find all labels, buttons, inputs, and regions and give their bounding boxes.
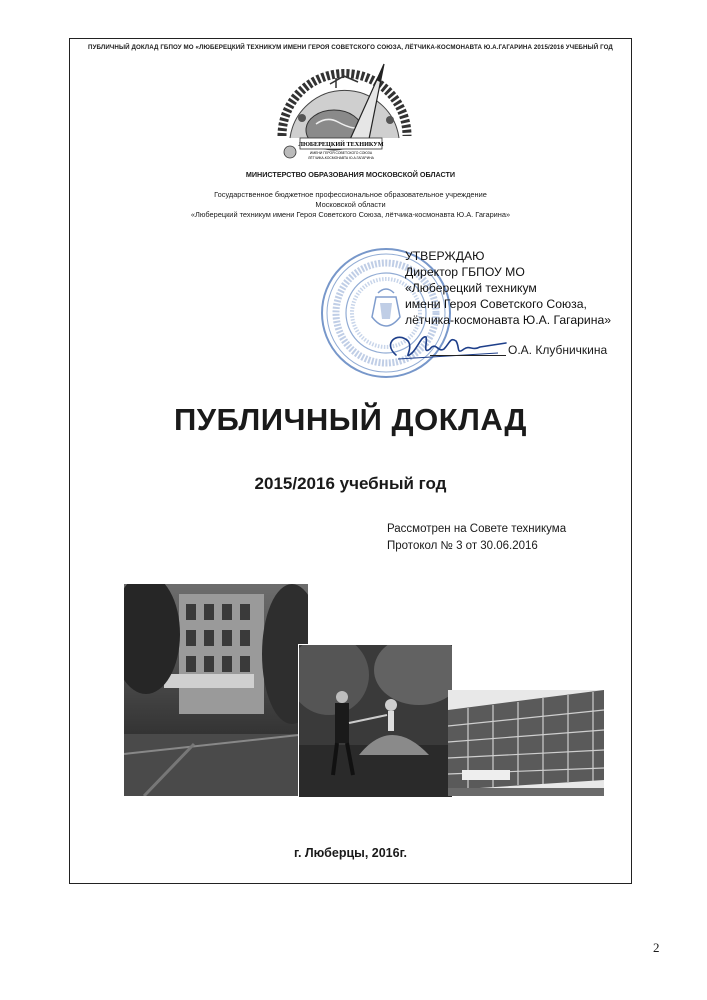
director-signature [378,327,518,367]
approval-line-4: лётчика-космонавта Ю.А. Гагарина» [405,313,612,327]
running-header: ПУБЛИЧНЫЙ ДОКЛАД ГБПОУ МО «ЛЮБЕРЕЦКИЙ ТЕХНИКУМ ИМЕНИ ГЕРОЯ СОВЕТСКОГО СОЮЗА, ЛЁТЧИКА-КОСМОНАВТА Ю.А.ГАГАРИНА 2015/2016 УЧЕБНЫЙ ГОД [88,44,613,51]
approval-line-1: Директор ГБПОУ МО [405,265,525,279]
approval-line-3: имени Героя Советского Союза, [405,297,587,311]
page-number: 2 [653,940,660,955]
logo-ribbon-text: ЛЮБЕРЕЦКИЙ ТЕХНИКУМ [298,141,384,148]
academic-year: 2015/2016 учебный год [254,474,447,493]
photo-dance-performance [298,644,453,798]
approval-heading: УТВЕРЖДАЮ [405,249,485,263]
logo-subline-2: ЛЁТЧИКА-КОСМОНАВТА Ю.А.ГАГАРИНА [308,156,374,160]
ministry-name: МИНИСТЕРСТВО ОБРАЗОВАНИЯ МОСКОВСКОЙ ОБЛАСТИ [245,170,456,179]
protocol-note: Протокол № 3 от 30.06.2016 [387,540,538,552]
logo-subline-1: ИМЕНИ ГЕРОЯ СОВЕТСКОГО СОЮЗА [309,151,373,155]
photo-technikum-facade [448,690,604,796]
institution-line-2: Московской области [315,200,386,209]
reviewed-note: Рассмотрен на Совете техникума [387,523,567,535]
photo-campus-building [124,584,308,796]
approval-line-2: «Люберецкий техникум [405,281,537,295]
signer-name: О.А. Клубничкина [508,343,608,357]
institution-line-3: «Люберецкий техникум имени Героя Советского Союза, лётчика-космонавта Ю.А. Гагарина» [190,210,511,219]
institution-line-1: Государственное бюджетное профессиональное образовательное учреждение [214,190,487,199]
document-title: ПУБЛИЧНЫЙ ДОКЛАД [173,402,527,437]
signature-line [430,355,506,356]
city-and-year: г. Люберцы, 2016г. [293,846,408,860]
institution-logo [272,58,417,164]
